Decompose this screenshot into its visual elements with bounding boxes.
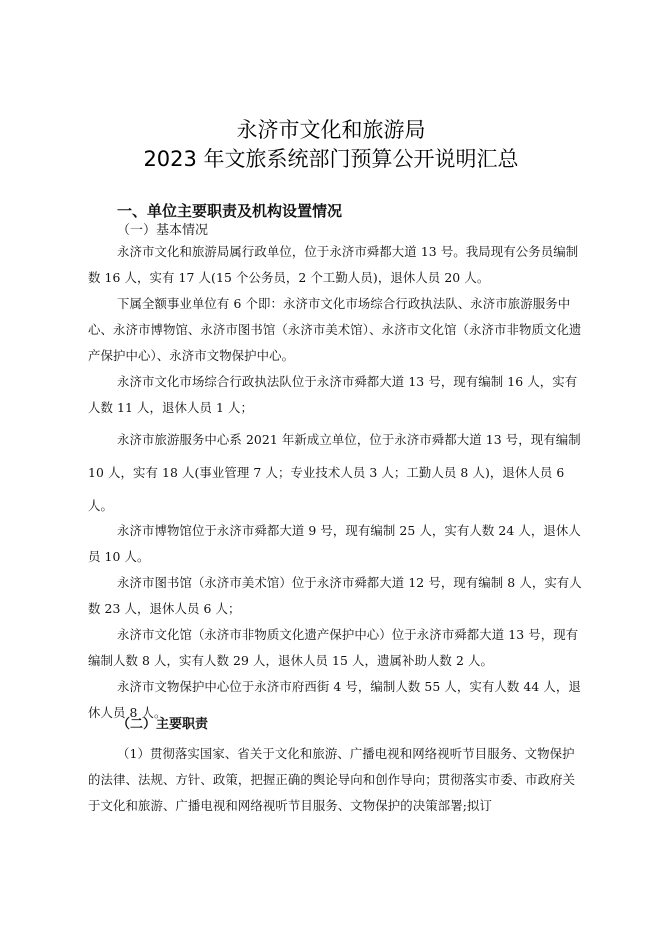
paragraph-cultural-center: 永济市文化馆（永济市非物质文化遗产保护中心）位于永济市舜都大道 13 号，现有编制人数 8 人，实有人数 29 人，退休人员 15 人，遗属补助人数 2 人。 (88, 627, 579, 668)
subsection-heading-basic: （一）基本情况 (117, 223, 209, 238)
section-heading: 一、单位主要职责及机构设置情况 (117, 202, 343, 220)
paragraph-law-enforcement: 永济市文化市场综合行政执法队位于永济市舜都大道 13 号，现有编制 16 人，实有人数 11 人，退休人员 1 人； (88, 374, 578, 415)
paragraph-subordinate-units: 下属全额事业单位有 6 个即：永济市文化市场综合行政执法队、永济市旅游服务中心、永济市博物馆、永济市图书馆（永济市美术馆）、永济市文化馆（永济市非物质文化遗产保护中心）、永济市文物保护中心。 (88, 296, 582, 363)
paragraph-museum: 永济市博物馆位于永济市舜都大道 9 号，现有编制 25 人，实有人数 24 人，退休人员 10 人。 (88, 523, 581, 564)
document-title-line1: 永济市文化和旅游局 (236, 118, 426, 142)
document-title-line2: 2023 年文旅系统部门预算公开说明汇总 (143, 147, 519, 171)
paragraph-duties: （1）贯彻落实国家、省关于文化和旅游、广播电视和网络视听节目服务、文物保护的法律、法规、方针、政策，把握正确的舆论导向和创作导向；贯彻落实市委、市政府关于文化和旅游、广播电视和网络视听节目服务、文物保护的决策部署;拟订 (88, 746, 576, 813)
paragraph-bureau: 永济市文化和旅游局属行政单位，位于永济市舜都大道 13 号。我局现有公务员编制数 16 人，实有 17 人(15 个公务员，2 个工勤人员)，退休人员 20 人。 (88, 244, 579, 285)
paragraph-heritage-center: 永济市文物保护中心位于永济市府西街 4 号，编制人数 55 人，实有人数 44 人，退休人员 8 人。 (88, 679, 581, 720)
paragraph-library: 永济市图书馆（永济市美术馆）位于永济市舜都大道 12 号，现有编制 8 人，实有人数 23 人，退休人员 6 人； (88, 575, 582, 616)
paragraph-tourism-service: 永济市旅游服务中心系 2021 年新成立单位，位于永济市舜都大道 13 号，现有编制 10 人，实有 18 人(事业管理 7 人；专业技术人员 3 人；工勤人员 8 人)，退休人员 6 人。 (88, 432, 581, 513)
subsection-heading-duties: （二）主要职责 (117, 717, 209, 732)
